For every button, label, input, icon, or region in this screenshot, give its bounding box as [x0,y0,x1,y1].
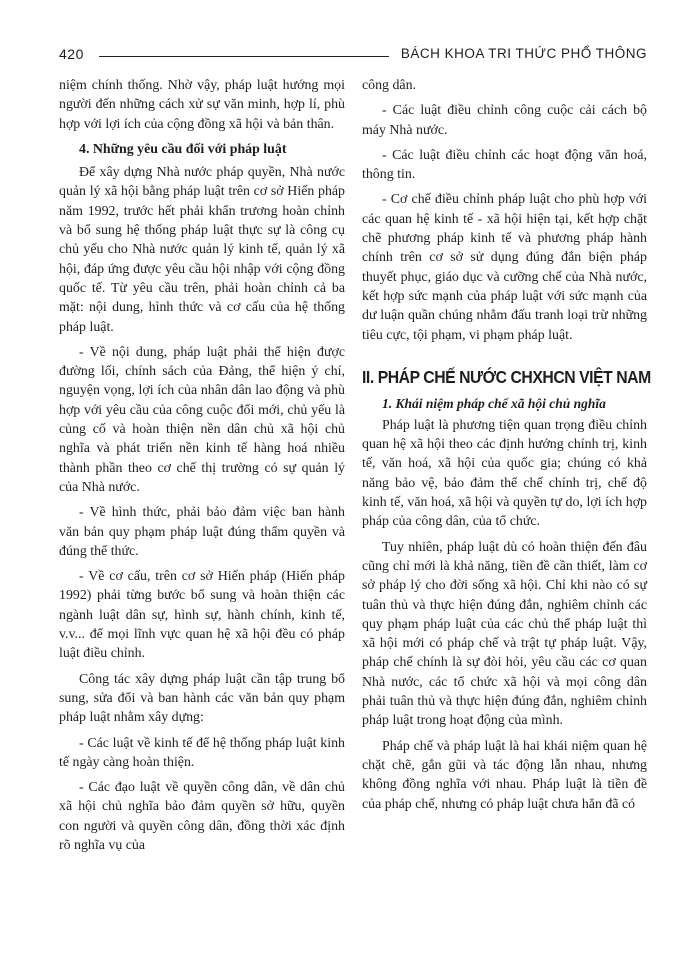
section-heading: II. PHÁP CHẾ NƯỚC CHXHCN VIỆT NAM [362,366,651,387]
page-number: 420 [59,46,84,62]
paragraph: - Các đạo luật về quyền công dân, về dân chủ xã hội chủ nghĩa bảo đảm quyền sở hữu, quyền con người và quyền công dân, đồng thời xác định rõ nghĩa vụ của [59,780,345,853]
paragraph: Pháp chế và pháp luật là hai khái niệm quan hệ chặt chẽ, gắn gũi và tác động lẫn nhau, nhưng không đồng nghĩa với nhau. Pháp luật là tiền đề của pháp chế, nhưng có pháp luật chưa hẳn đã có [362,738,647,812]
paragraph: Để xây dựng Nhà nước pháp quyền, Nhà nước quản lý xã hội bằng pháp luật trên cơ sở Hiến pháp năm 1992, trước hết phải khẩn trương hoàn chỉnh và bổ sung hệ thống pháp luật thực sự là công cụ chủ yếu cho Nhà nước quản lý kinh tế, quản lý xã hội, đáp ứng được yêu cầu hội nhập với cộng đồng quốc tế. Từ yêu cầu trên, phải hoàn chỉnh cả ba mặt: nội dung, hình thức và cơ cấu của hệ thống pháp luật. [59,165,345,335]
paragraph: - Về nội dung, pháp luật phải thể hiện được đường lối, chính sách của Đảng, thể hiện ý chí, nguyện vọng, lợi ích của nhân dân lao động và phù hợp với yêu cầu của công cuộc đổi mới, chủ yếu là củng cố và hoàn thiện nền dân chủ xã hội chủ nghĩa và phát triển nền kinh tế hàng hoá nhiều thành phần theo cơ chế thị trường có sự quản lý của Nhà nước. [59,344,345,495]
paragraph: Công tác xây dựng pháp luật cần tập trung bổ sung, sửa đổi và ban hành các văn bản quy phạm pháp luật nhằm xây dựng: [59,671,345,726]
paragraph: - Về cơ cấu, trên cơ sở Hiến pháp (Hiến pháp 1992) phải từng bước bổ sung và hoàn thiện các ngành luật dân sự, hình sự, hành chính, kinh tế, v.v... để mọi lĩnh vực quan hệ xã hội đều có pháp luật điều chỉnh. [59,569,345,662]
paragraph: Pháp luật là phương tiện quan trọng điều chỉnh quan hệ xã hội theo các định hướng chính trị, kinh tế, văn hoá, xã hội của quốc gia; chúng có khả năng bảo vệ, bảo đảm thể chế chính trị, chế độ kinh tế, văn hoá, xã hội và quyền tự do, lợi ích hợp pháp của công dân, của tổ chức. [362,417,647,530]
running-title: BÁCH KHOA TRI THỨC PHỔ THÔNG [400,46,647,61]
paragraph: công dân. [362,78,417,93]
paragraph: - Các luật điều chỉnh các hoạt động văn hoá, thông tin. [362,147,647,183]
paragraph: - Về hình thức, phải bảo đảm việc ban hành văn bản quy phạm pháp luật đúng thẩm quyền và đúng thể thức. [59,505,345,559]
page-header [59,46,647,68]
paragraph: niệm chính thống. Nhờ vậy, pháp luật hướng mọi người đến những cách xử sự văn minh, hợp lí, phù hợp với lợi ích của cộng đồng xã hội và bản thân. [59,78,345,132]
paragraph: Tuy nhiên, pháp luật dù có hoàn thiện đến đâu cũng chỉ mới là khả năng, tiền đề cần thiết, làm cơ sở pháp lý cho đời sống xã hội. Chỉ khi nào có sự tuân thủ và thực hiện đúng đắn, nghiêm chỉnh các quy phạm pháp luật của các chủ thể pháp luật thì xã hội mới có pháp chế và trật tự pháp luật. Vậy, pháp chế chính là sự đòi hỏi, yêu cầu các cơ quan Nhà nước, các tổ chức xã hội và mọi công dân phải tuân thủ và thực hiện đúng đắn, nghiêm chỉnh pháp luật trong hoạt động của mình. [362,539,647,729]
subsection-heading: 4. Những yêu cầu đối với pháp luật [79,141,287,157]
paragraph: - Các luật điều chỉnh công cuộc cải cách bộ máy Nhà nước. [362,103,647,138]
left-column [59,76,345,855]
right-column [362,76,651,814]
paragraph: - Cơ chế điều chỉnh pháp luật cho phù hợp với các quan hệ kinh tế - xã hội hiện tại, kết hợp chặt chẽ phương pháp kinh tế và phương pháp hành chính trên cơ sở sử dụng đúng đắn biện pháp thuyết phục, giáo dục và cưỡng chế của Nhà nước, kết hợp sức mạnh của pháp luật với sức mạnh của dư luận quần chúng nhằm đấu tranh loại trừ những tiêu cực, tội phạm, vi phạm pháp luật. [362,192,647,343]
paragraph: - Các luật về kinh tế để hệ thống pháp luật kinh tế ngày càng hoàn thiện. [59,735,345,770]
subsection-heading: 1. Khái niệm pháp chế xã hội chủ nghĩa [382,395,606,411]
header-rule [99,56,389,57]
